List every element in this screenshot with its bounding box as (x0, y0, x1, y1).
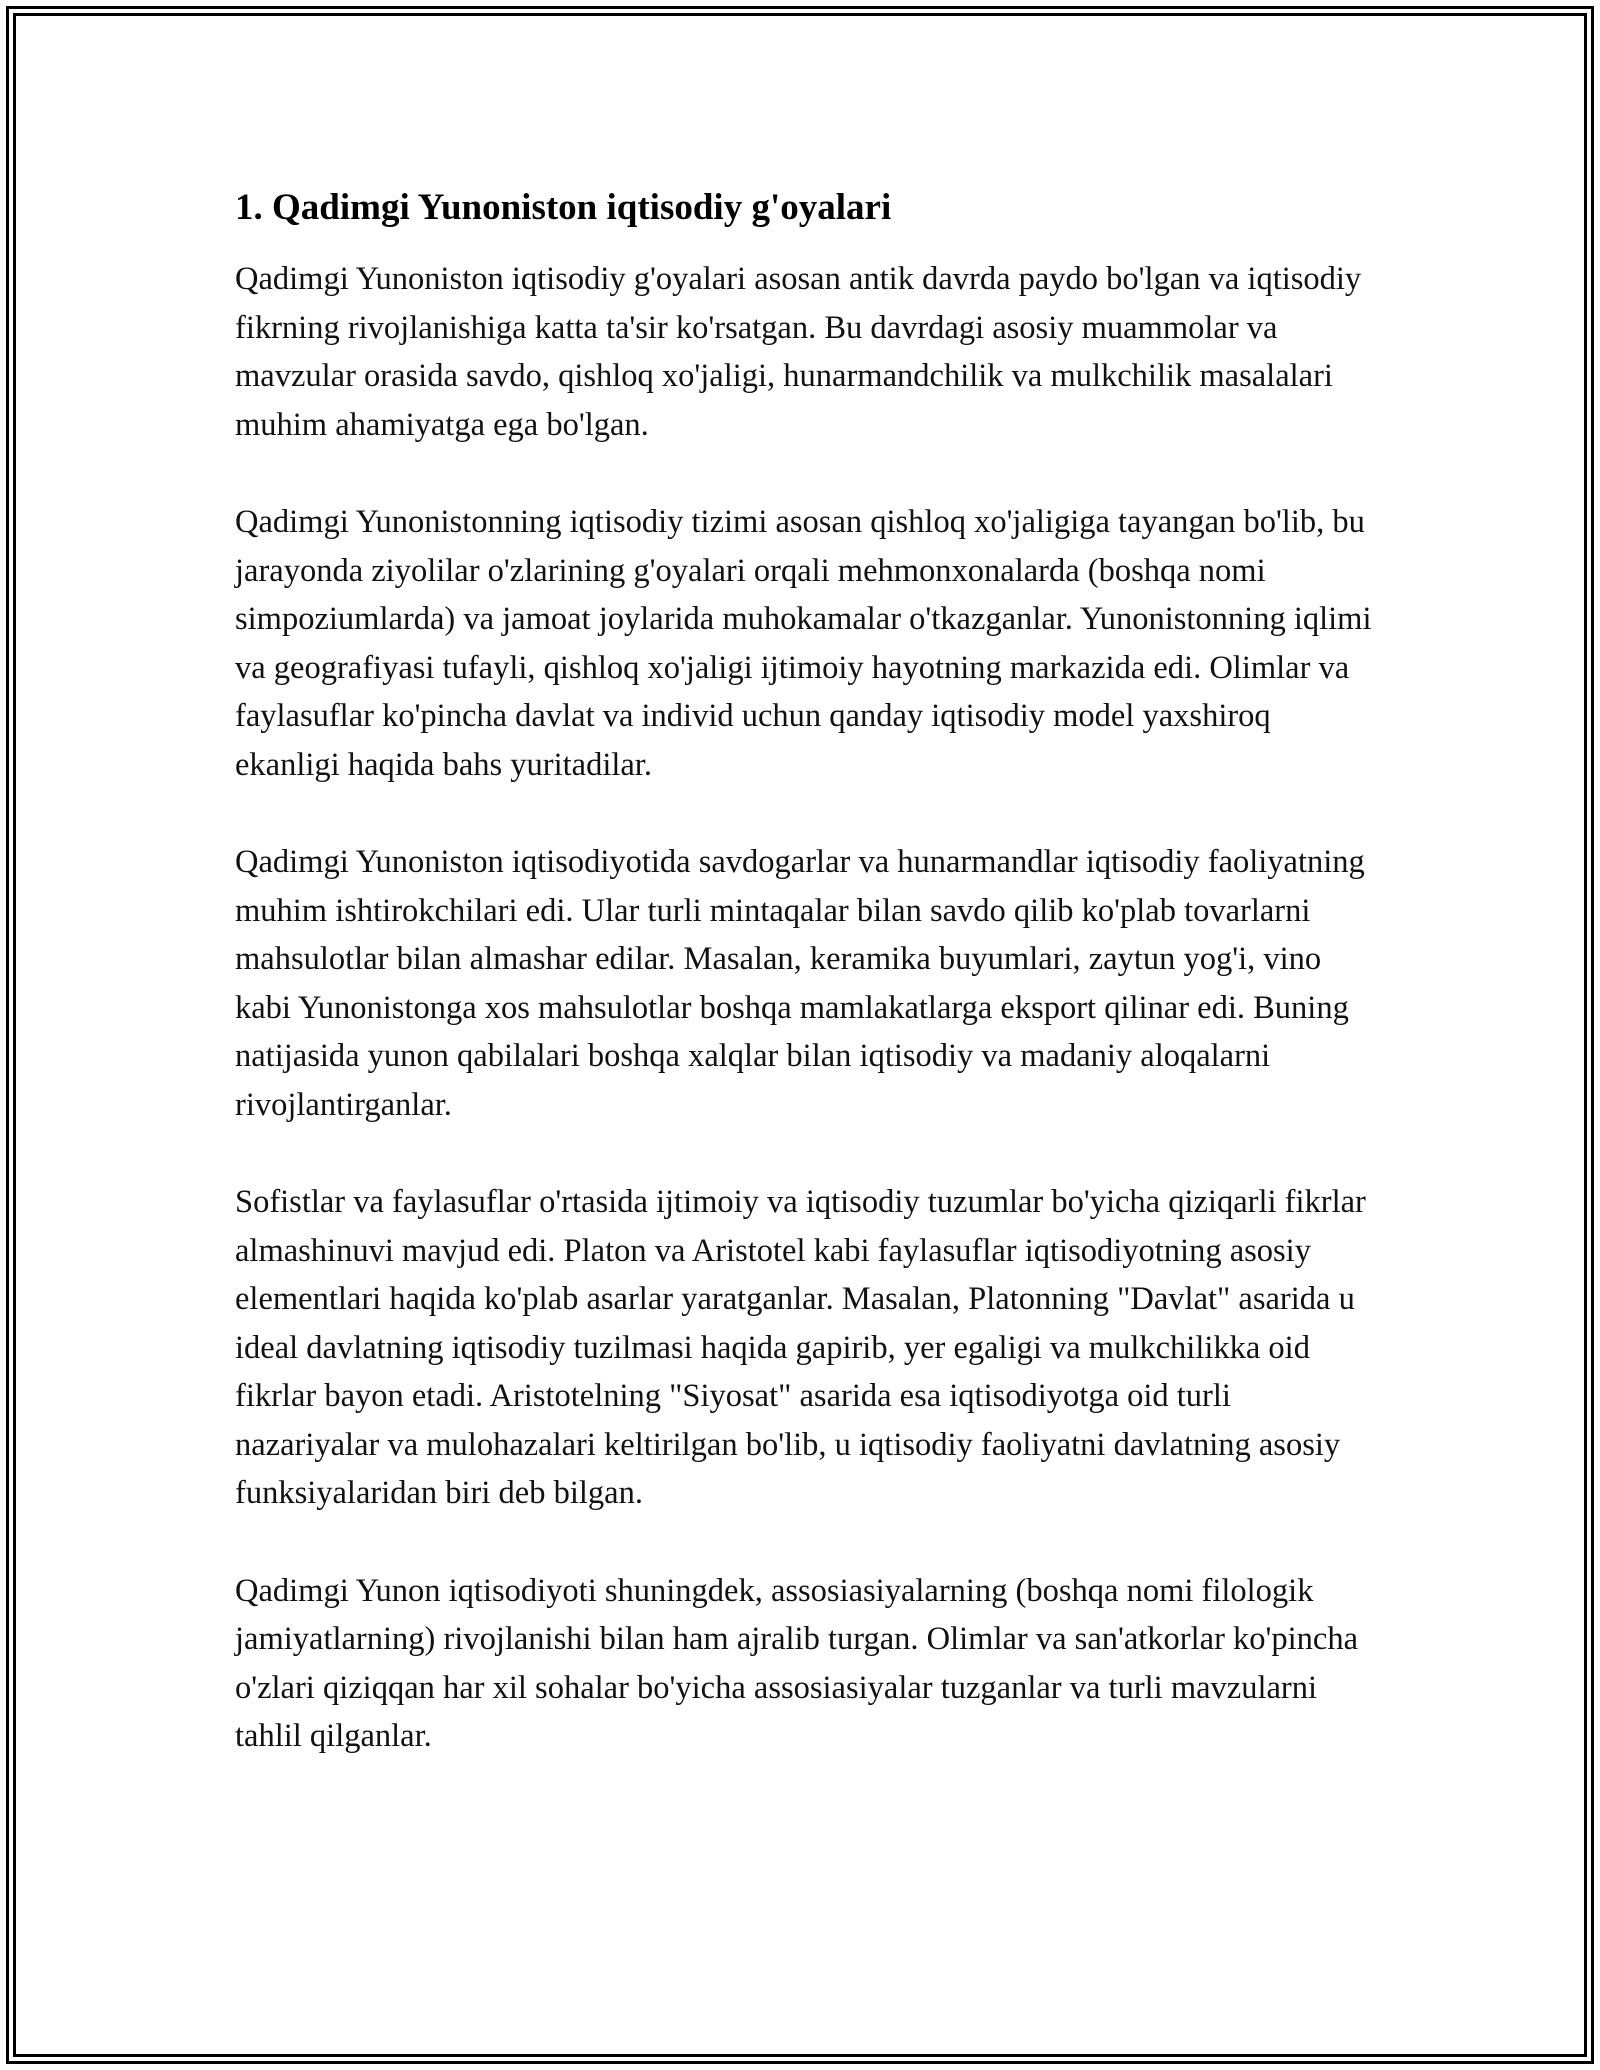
document-body (235, 186, 1375, 1810)
paragraph-4: Sofistlar va faylasuflar o'rtasida ijtimoiy va iqtisodiy tuzumlar bo'yicha qiziqarli fikrlar almashinuvi mavjud edi. Platon va Aristotel kabi faylasuflar iqtisodiyotning asosiy elementlari haqida ko'plab asarlar yaratganlar. Masalan, Platonning "Davlat" asarida u ideal davlatning iqtisodiy tuzilmasi haqida gapirib, yer egaligi va mulkchilikka oid fikrlar bayon etadi. Aristotelning "Siyosat" asarida esa iqtisodiyotga oid turli nazariyalar va mulohazalari keltirilgan bo'lib, u iqtisodiy faoliyatni davlatning asosiy funksiyalaridan biri deb bilgan. (235, 1184, 1366, 1511)
paragraph-3: Qadimgi Yunoniston iqtisodiyotida savdogarlar va hunarmandlar iqtisodiy faoliyatning muhim ishtirokchilari edi. Ular turli mintaqalar bilan savdo qilib ko'plab tovarlarni mahsulotlar bilan almashar edilar. Masalan, keramika buyumlari, zaytun yog'i, vino kabi Yunonistonga xos mahsulotlar boshqa mamlakatlarga eksport qilinar edi. Buning natijasida yunon qabilalari boshqa xalqlar bilan iqtisodiy va madaniy aloqalarni rivojlantirganlar. (235, 844, 1365, 1123)
paragraph-2: Qadimgi Yunonistonning iqtisodiy tizimi asosan qishloq xo'jaligiga tayangan bo'lib, bu jarayonda ziyolilar o'zlarining g'oyalari orqali mehmonxonalarda (boshqa nomi simpoziumlarda) va jamoat joylarida muhokamalar o'tkazganlar. Yunonistonning iqlimi va geografiyasi tufayli, qishloq xo'jaligi ijtimoiy hayotning markazida edi. Olimlar va faylasuflar ko'pincha davlat va individ uchun qanday iqtisodiy model yaxshiroq ekanligi haqida bahs yuritadilar. (235, 504, 1372, 783)
paragraph-5: Qadimgi Yunon iqtisodiyoti shuningdek, assosiasiyalarning (boshqa nomi filologik jamiyatlarning) rivojlanishi bilan ham ajralib turgan. Olimlar va san'atkorlar ko'pincha o'zlari qiziqqan har xil sohalar bo'yicha assosiasiyalar tuzganlar va turli mavzularni tahlil qilganlar. (235, 1572, 1359, 1754)
paragraph-1: Qadimgi Yunoniston iqtisodiy g'oyalari asosan antik davrda paydo bo'lgan va iqtisodiy fikrning rivojlanishiga katta ta'sir ko'rsatgan. Bu davrdagi asosiy muammolar va mavzular orasida savdo, qishloq xo'jaligi, hunarmandchilik va mulkchilik masalalari muhim ahamiyatga ega bo'lgan. (235, 261, 1362, 443)
section-heading: 1. Qadimgi Yunoniston iqtisodiy g'oyalari (235, 187, 892, 228)
